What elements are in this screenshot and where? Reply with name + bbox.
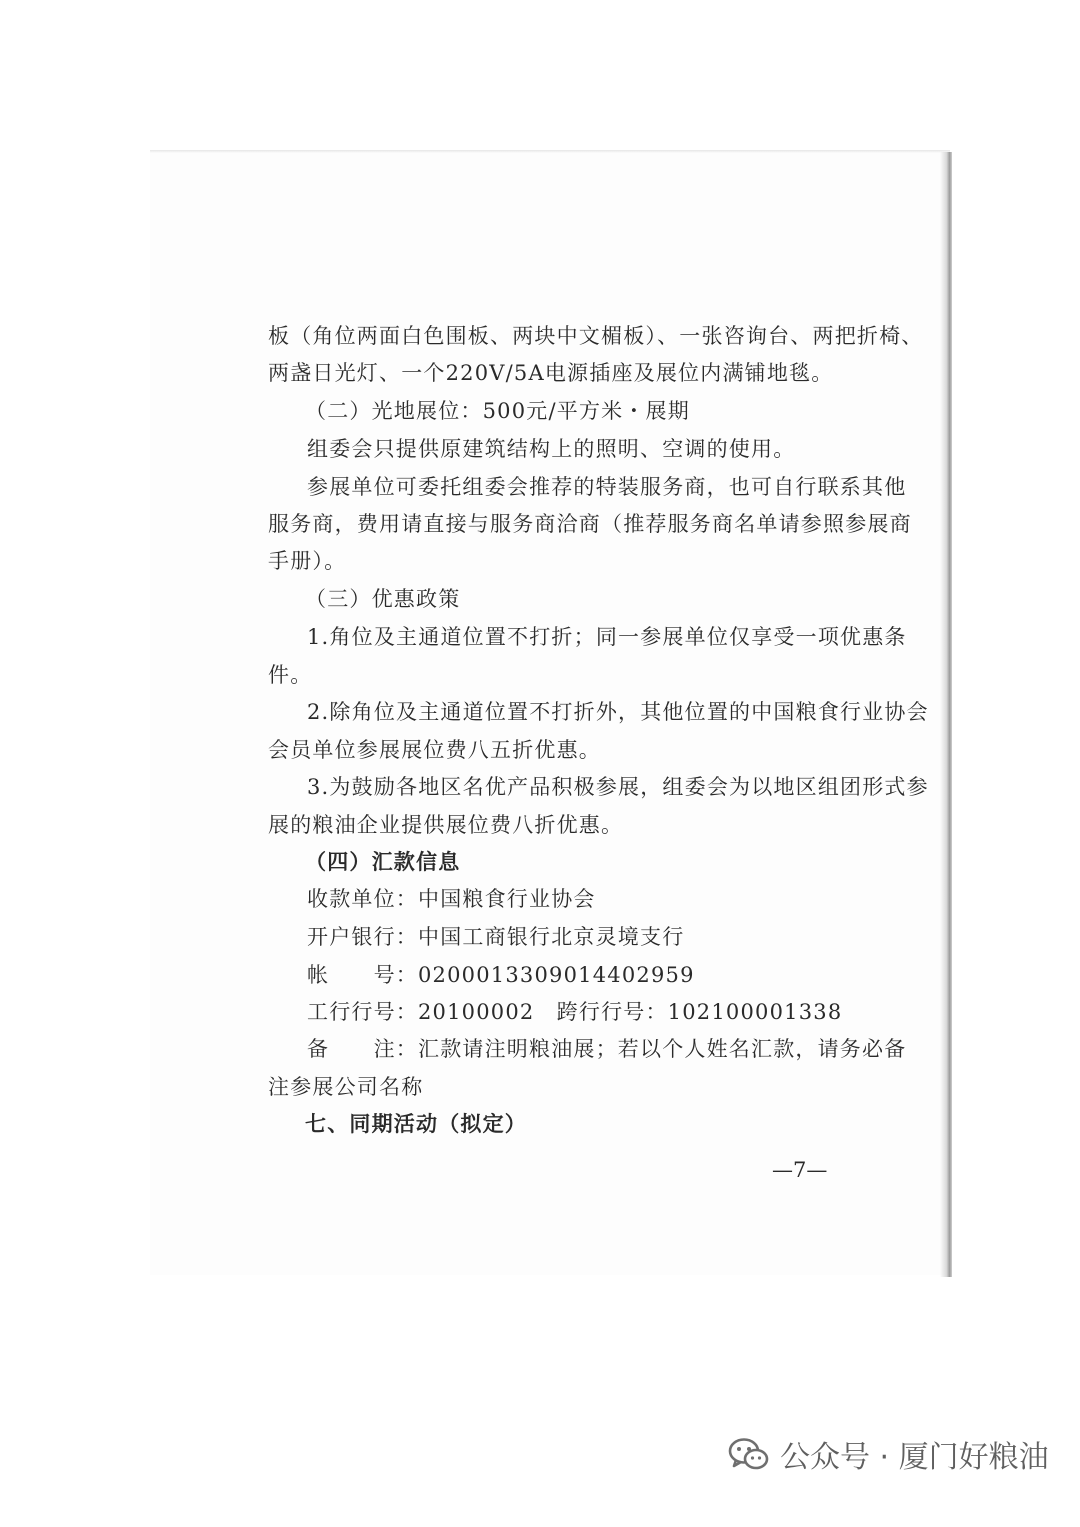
section-heading: （三）优惠政策 (305, 587, 461, 611)
body-line: 板（角位两面白色围板、两块中文楣板）、一张咨询台、两把折椅、 (268, 324, 924, 348)
watermark-text: 公众号 · 厦门好粮油 (780, 1440, 1049, 1475)
body-line: 参展单位可委托组委会推荐的特装服务商，也可自行联系其他 (307, 475, 907, 499)
watermark (728, 1432, 1049, 1476)
page-number: —7— (772, 1158, 828, 1182)
body-line: 手册）。 (268, 549, 347, 573)
body-line: 1.角位及主通道位置不打折；同一参展单位仅享受一项优惠条 (307, 625, 907, 649)
body-line: 展的粮油企业提供展位费八折优惠。 (268, 813, 624, 837)
remark-line: 备 注：汇款请注明粮油展；若以个人姓名汇款，请务必备 (307, 1037, 907, 1061)
body-line: 3.为鼓励各地区名优产品积极参展，组委会为以地区组团形式参 (307, 775, 929, 799)
payee-line: 收款单位：中国粮食行业协会 (307, 887, 596, 911)
body-line: 两盏日光灯、一个220V/5A电源插座及展位内满铺地毯。 (268, 361, 834, 385)
bank-line: 开户银行：中国工商银行北京灵境支行 (307, 925, 685, 949)
body-line: 件。 (268, 663, 313, 687)
body-line: 会员单位参展展位费八五折优惠。 (268, 738, 601, 762)
body-line: 服务商，费用请直接与服务商洽商（推荐服务商名单请参照参展商 (268, 512, 912, 536)
account-line: 帐 号：0200013309014402959 (307, 963, 695, 987)
remark-line: 注参展公司名称 (268, 1075, 424, 1099)
section-heading: （四）汇款信息 (305, 849, 461, 874)
page-right-shadow (940, 152, 952, 1277)
body-line: 2.除角位及主通道位置不打折外，其他位置的中国粮食行业协会 (307, 700, 929, 724)
section-heading: （二）光地展位：500元/平方米・展期 (305, 399, 690, 423)
bank-code-line: 工行行号：20100002 跨行行号：102100001338 (307, 1000, 843, 1024)
page-top-edge (150, 150, 950, 153)
wechat-icon (728, 1436, 770, 1472)
body-line: 组委会只提供原建筑结构上的照明、空调的使用。 (307, 437, 796, 461)
section-heading: 七、同期活动（拟定） (305, 1111, 527, 1136)
